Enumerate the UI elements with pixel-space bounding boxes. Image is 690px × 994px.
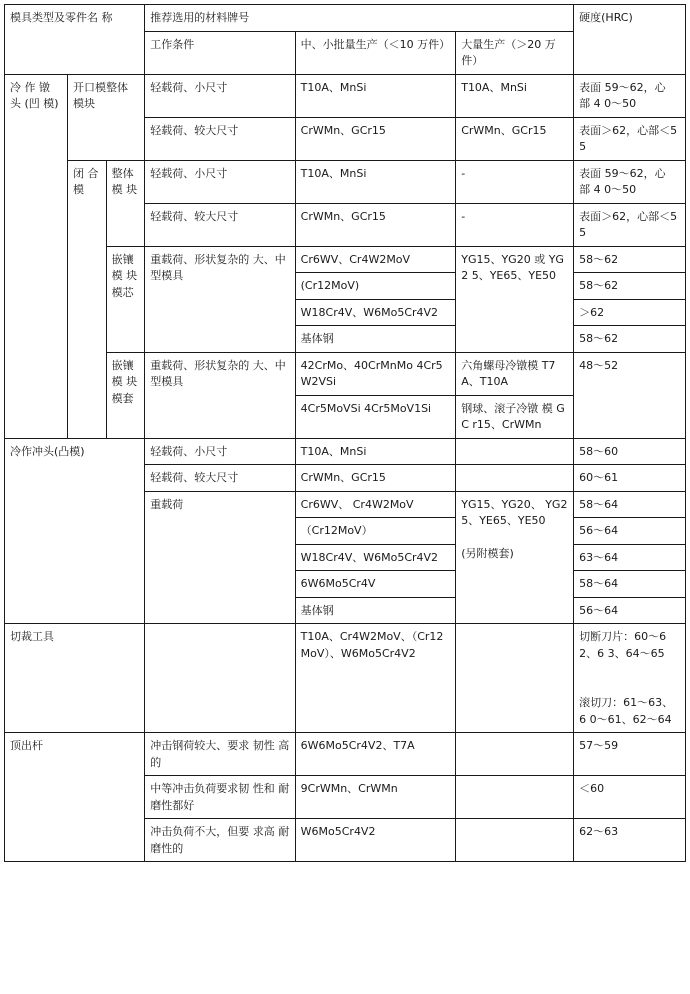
material-small-batch: 42CrMo、40CrMnMo 4Cr5W2VSi [295, 352, 456, 395]
hardness-value: 48～52 [574, 352, 686, 438]
material-small-batch: T10A、MnSi [295, 438, 456, 465]
hardness-value: 表面＞62，心部＜55 [574, 203, 686, 246]
material-large-batch-note: (另附模套) [461, 547, 514, 560]
hardness-value: 58～60 [574, 438, 686, 465]
header-mold-type: 模具类型及零件名 称 [5, 5, 145, 75]
hardness-value: ＜60 [574, 776, 686, 819]
subgroup-open-mold-block: 开口模整体 模块 [68, 74, 145, 160]
material-small-batch: CrWMn、GCr15 [295, 465, 456, 492]
document-page [0, 4, 690, 994]
table-row [5, 624, 686, 733]
hardness-value: 表面＞62，心部＜55 [574, 117, 686, 160]
hardness-roll-cutter: 滚切刀：61～63、6 0～61、62～64 [579, 696, 674, 726]
material-small-batch: T10A、MnSi [295, 74, 456, 117]
material-small-batch: W18Cr4V、W6Mo5Cr4V2 [295, 299, 456, 326]
table-row [5, 733, 686, 776]
header-small-batch: 中、小批量生产（＜10 万件） [295, 31, 456, 74]
material-large-batch: - [456, 160, 574, 203]
condition-impact-tough: 冲击钢荷较大、要求 韧性 高的 [145, 733, 295, 776]
hardness-value [574, 624, 686, 733]
hardness-value: 57～59 [574, 733, 686, 776]
material-small-batch: 基体钢 [295, 597, 456, 624]
group-ejector-rod: 顶出杆 [5, 733, 145, 862]
header-hardness: 硬度(HRC) [574, 5, 686, 75]
material-small-batch: Cr6WV、Cr4W2MoV [295, 246, 456, 273]
group-cutting-tool: 切裁工具 [5, 624, 145, 733]
material-small-batch: T10A、Cr4W2MoV、（Cr12 MoV）、W6Mo5Cr4V2 [295, 624, 456, 733]
material-small-batch: (Cr12MoV) [295, 273, 456, 300]
condition-light-small: 轻载荷、小尺寸 [145, 160, 295, 203]
table-row [5, 74, 686, 117]
material-large-batch: 六角螺母冷镦模 T7 A、T10A [456, 352, 574, 395]
material-small-batch: （Cr12MoV） [295, 518, 456, 545]
material-small-batch: 4Cr5MoVSi 4Cr5MoV1Si [295, 395, 456, 438]
condition-light-small: 轻载荷、小尺寸 [145, 438, 295, 465]
hardness-value: 表面 59～62，心 部 4 0～50 [574, 160, 686, 203]
header-working-condition: 工作条件 [145, 31, 295, 74]
material-large-batch: CrWMn、GCr15 [456, 117, 574, 160]
header-large-batch: 大量生产（＞20 万件） [456, 31, 574, 74]
hardness-value: 63～64 [574, 544, 686, 571]
table-header-row [5, 5, 686, 32]
material-large-batch: T10A、MnSi [456, 74, 574, 117]
material-small-batch: CrWMn、GCr15 [295, 117, 456, 160]
subgroup-closed-mold: 闭 合 模 [68, 160, 107, 438]
hardness-value: 62～63 [574, 819, 686, 862]
material-small-batch: 6W6Mo5Cr4V2、T7A [295, 733, 456, 776]
material-large-batch: YG15、YG20 或 YG2 5、YE65、YE50 [456, 246, 574, 352]
table-row [5, 438, 686, 465]
table-row [5, 246, 686, 273]
material-small-batch: W6Mo5Cr4V2 [295, 819, 456, 862]
group-cold-heading-die: 冷 作 镦 头 (凹 模) [5, 74, 68, 438]
material-small-batch: CrWMn、GCr15 [295, 203, 456, 246]
hardness-value: 58～62 [574, 273, 686, 300]
condition-heavy: 重载荷 [145, 491, 295, 624]
condition-light-small: 轻载荷、小尺寸 [145, 74, 295, 117]
hardness-cut-blade: 切断刀片：60～62、6 3、64～65 [579, 630, 667, 660]
material-selection-table [4, 4, 686, 862]
condition-low-impact: 冲击负荷不大，但要 求高 耐磨性的 [145, 819, 295, 862]
condition-medium-impact: 中等冲击负荷要求韧 性和 耐磨性都好 [145, 776, 295, 819]
material-large-batch [456, 491, 574, 624]
material-small-batch: Cr6WV、 Cr4W2MoV [295, 491, 456, 518]
subgroup-whole-block: 整体 模 块 [106, 160, 145, 246]
table-row [5, 352, 686, 395]
material-large-batch-main: YG15、YG20、 YG2 5、YE65、YE50 [461, 497, 568, 527]
material-large-batch: 钢球、滚子冷镦 模 GC r15、CrWMn [456, 395, 574, 438]
condition-light-large: 轻载荷、较大尺寸 [145, 465, 295, 492]
condition-empty [145, 624, 295, 733]
material-large-batch: - [456, 203, 574, 246]
hardness-value: 58～62 [574, 246, 686, 273]
material-large-batch [456, 819, 574, 862]
condition-heavy-complex: 重载荷、形状复杂的 大、中型模具 [145, 246, 295, 352]
hardness-value: 58～62 [574, 326, 686, 353]
table-row [5, 160, 686, 203]
material-large-batch [456, 465, 574, 492]
hardness-value: 56～64 [574, 597, 686, 624]
condition-heavy-complex: 重载荷、形状复杂的 大、中型模具 [145, 352, 295, 438]
subgroup-insert-sleeve: 嵌镶 模 块 模套 [106, 352, 145, 438]
material-large-batch [456, 776, 574, 819]
hardness-value: 58～64 [574, 571, 686, 598]
material-small-batch: 6W6Mo5Cr4V [295, 571, 456, 598]
hardness-value: 56～64 [574, 518, 686, 545]
material-small-batch: 基体钢 [295, 326, 456, 353]
header-material-group: 推荐选用的材料牌号 [145, 5, 574, 32]
hardness-value: 58～64 [574, 491, 686, 518]
subgroup-insert-core: 嵌镶 模 块 模芯 [106, 246, 145, 352]
material-small-batch: 9CrWMn、CrWMn [295, 776, 456, 819]
material-large-batch [456, 624, 574, 733]
material-large-batch [456, 438, 574, 465]
hardness-value: ＞62 [574, 299, 686, 326]
material-small-batch: T10A、MnSi [295, 160, 456, 203]
hardness-value: 60～61 [574, 465, 686, 492]
condition-light-large: 轻载荷、较大尺寸 [145, 203, 295, 246]
hardness-value: 表面 59～62，心 部 4 0～50 [574, 74, 686, 117]
group-cold-punch: 冷作冲头(凸模) [5, 438, 145, 624]
condition-light-large: 轻载荷、较大尺寸 [145, 117, 295, 160]
material-small-batch: W18Cr4V、W6Mo5Cr4V2 [295, 544, 456, 571]
material-large-batch [456, 733, 574, 776]
